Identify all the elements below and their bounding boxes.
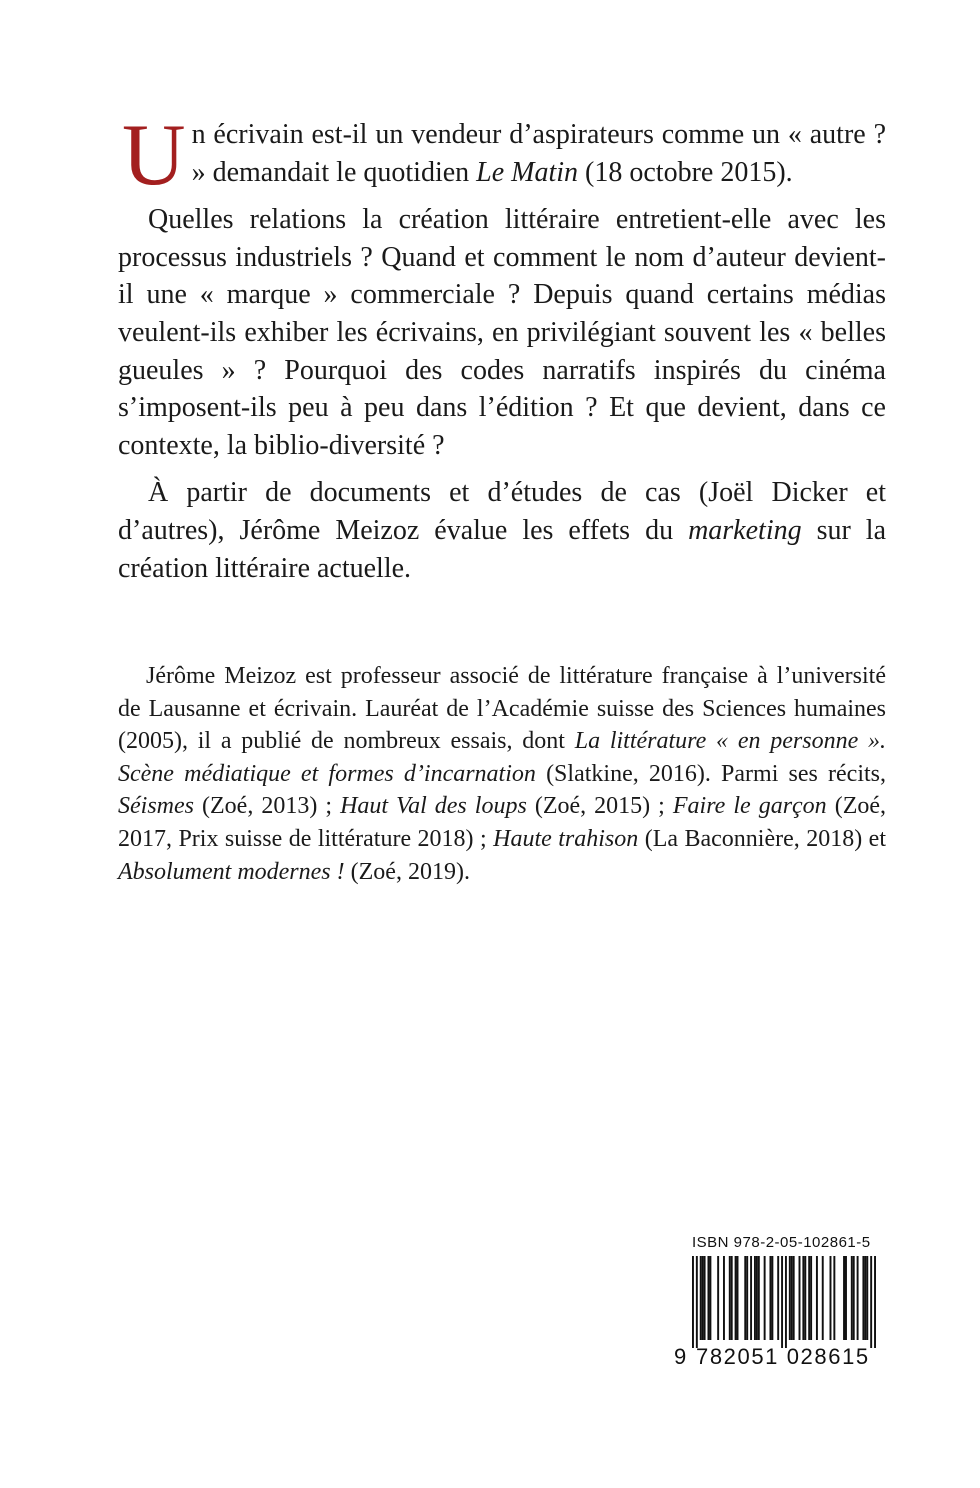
blurb-paragraph-1 [118,107,886,204]
newspaper-title: Le Matin [476,156,579,188]
barcode-bar [750,1256,752,1340]
barcode-bar [758,1256,760,1340]
barcode-bar [789,1256,791,1340]
barcode-bar [744,1256,746,1340]
barcode-bar [843,1256,845,1340]
barcode-bar [830,1256,832,1340]
barcode-bars [692,1256,876,1348]
barcode-bar [769,1256,771,1340]
barcode-bar [731,1256,733,1340]
barcode-bar [709,1256,711,1340]
barcode-bar [735,1256,737,1340]
barcode-bar [810,1256,812,1340]
barcode-bar [764,1256,766,1340]
barcode-lead-digit: 9 [674,1344,687,1369]
barcode-bar [704,1256,706,1340]
barcode-bar [777,1256,779,1340]
bio-text: (Zoé, 2013) ; [193,793,341,820]
author-bio [118,660,886,888]
blurb-text: sur la création littéraire actuelle. [118,514,886,584]
blurb-text: (18 octobre 2015). [578,156,793,188]
bio-text: Jérôme Meizoz est professeur associé de littérature française à l’université de Lausanne et écrivain. Lauréat de l’Académie suisse des Sciences humaines (2005), il a publié de nombreux essais, dont [118,663,886,755]
barcode-bar [866,1256,868,1340]
book-title: Haute trahison [493,825,639,852]
barcode-bar [781,1256,783,1348]
barcode-bar [864,1256,866,1340]
barcode-bar [756,1256,758,1340]
barcode-bar [700,1256,702,1340]
barcode-bar [851,1256,853,1340]
bio-text: (Zoé, 2015) ; [526,793,673,820]
barcode-number: 782051 028615 [696,1344,870,1369]
barcode-bar [808,1256,810,1340]
barcode-bar [737,1256,739,1340]
bio-text: (Slatkine, 2016). Parmi ses récits, [535,760,886,787]
bio-text: (Zoé, 2017, Prix suisse de littérature 2018) ; [118,793,887,852]
blurb-text: n écrivain est-il un vendeur d’aspirateurs comme un « autre ? » demandait le quotidien [191,119,886,188]
blurb-paragraph-3 [118,474,886,587]
barcode-bar [723,1256,725,1340]
barcode-bar [853,1256,855,1340]
barcode-bar [804,1256,806,1340]
barcode-bar [799,1256,801,1340]
barcode-bar [754,1256,756,1340]
barcode-bar [793,1256,795,1340]
drop-cap: U [122,107,186,204]
barcode-bar [802,1256,804,1340]
barcode-bar [702,1256,704,1340]
book-title: Séismes [118,793,194,820]
blurb-paragraph-2: Quelles relations la création littéraire entretient-elle avec les processus industriels ? Quand et comment le nom d’auteur devient-il une « marque » commerciale ? Depuis quand certains médias veulent-ils exhiber les écrivains, en privilégiant souvent les « belles gueules » ? Pourquoi des codes narratifs inspirés du cinéma s’imposent-ils peu à peu dans l’édition ? Et que devient, dans ce contexte, la biblio-diversité ? [118,204,886,461]
book-title: Absolument modernes ! [118,858,345,885]
barcode-bar [862,1256,864,1340]
barcode-bar [707,1256,709,1340]
barcode-bar [857,1256,859,1340]
book-title: La littérature « en personne ». Scène médiatique et formes d’incarnation [118,728,886,787]
barcode-bar [870,1256,872,1348]
author-bio-paragraph [118,660,886,888]
isbn-barcode [670,1232,878,1372]
bio-text: (Zoé, 2019). [344,858,470,885]
barcode-bar [791,1256,793,1340]
barcode-bar [874,1256,876,1348]
book-title: Faire le garçon [672,793,827,820]
isbn-label: ISBN 978-2-05-102861-5 [692,1234,871,1251]
emphasis: marketing [688,514,802,546]
barcode-bar [696,1256,698,1348]
barcode-bar [692,1256,694,1348]
blurb [118,107,886,587]
barcode-bar [717,1256,719,1340]
book-title: Haut Val des loups [340,793,527,820]
blurb-text: À partir de documents et d’études de cas (Joël Dicker et d’autres), Jérôme Meizoz évalue les effets du [118,477,886,546]
barcode-bar [816,1256,818,1340]
barcode-bar [822,1256,824,1340]
barcode-bar [729,1256,731,1340]
bio-text: (La Baconnière, 2018) et [638,825,886,852]
barcode-bar [833,1256,835,1340]
barcode-bar [771,1256,773,1340]
barcode-bar [845,1256,847,1340]
barcode-bar [746,1256,748,1340]
barcode-bar [785,1256,787,1348]
